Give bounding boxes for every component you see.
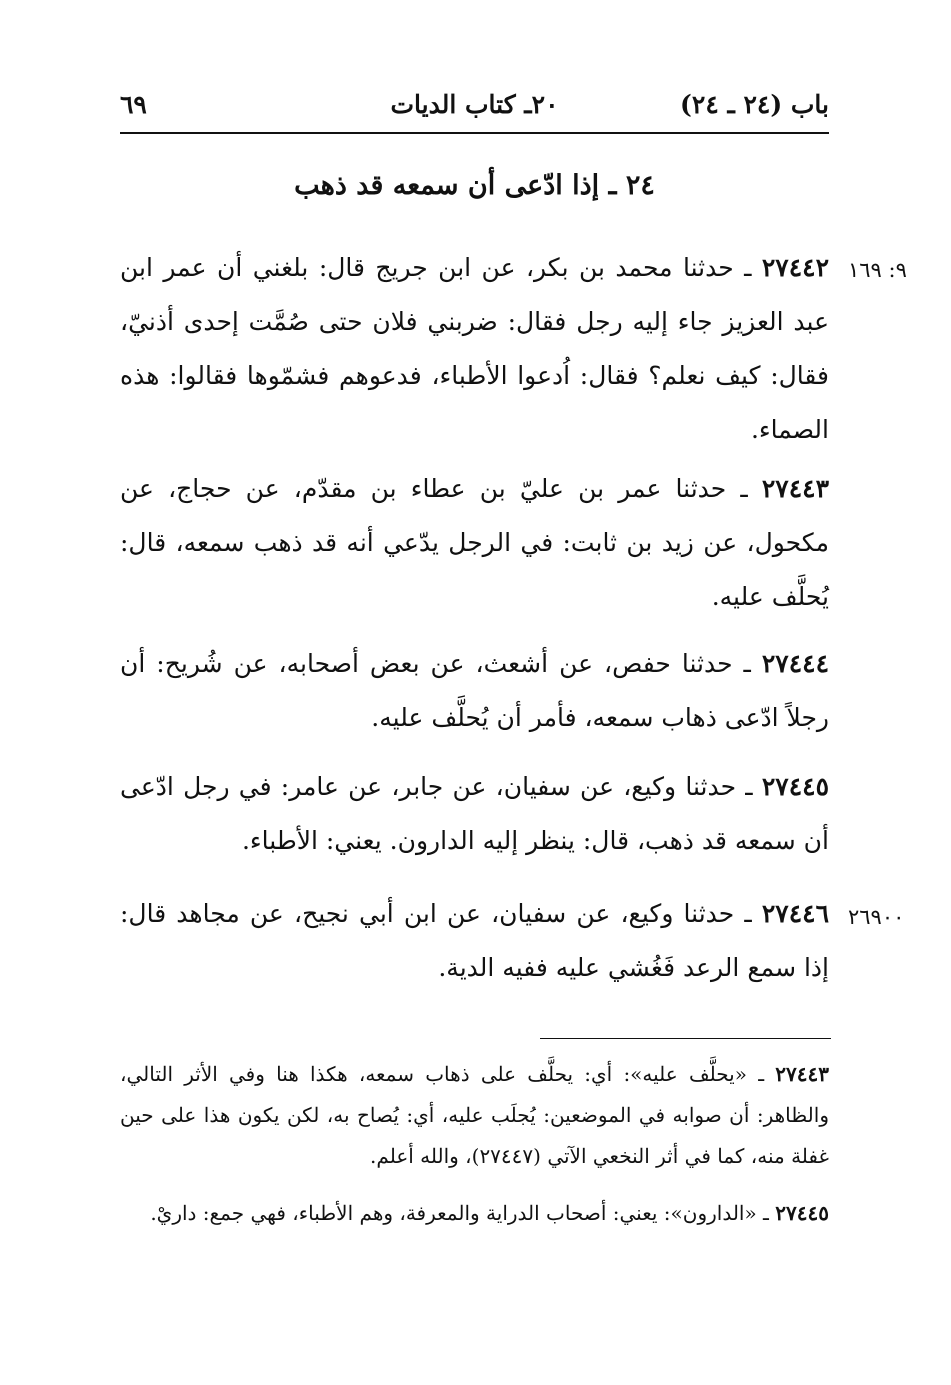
page-header xyxy=(120,84,829,128)
hadith-number: ٢٧٤٤٣ xyxy=(761,474,829,503)
hadith-entry xyxy=(120,760,829,868)
footnote xyxy=(120,1193,829,1234)
footnote xyxy=(120,1054,829,1177)
hadith-text: ـ حدثنا حفص، عن أشعث، عن بعض أصحابه، عن شُريح: أن رجلاً ادّعى ذهاب سمعه، فأمر أن يُحلَّف عليه. xyxy=(120,649,829,732)
book-title: ٢٠ـ كتاب الديات xyxy=(390,90,559,119)
hadith-text: ـ حدثنا عمر بن عليّ بن عطاء بن مقدّم، عن حجاج، عن مكحول، عن زيد بن ثابت: في الرجل يدّعي أنه قد ذهب سمعه، قال: يُحلَّف عليه. xyxy=(120,474,829,611)
hadith-entry xyxy=(120,887,829,995)
hadith-entry xyxy=(120,462,829,624)
hadith-number: ٢٧٤٤٥ xyxy=(761,772,829,801)
footnote-divider xyxy=(540,1038,831,1039)
hadith-text: ـ حدثنا وكيع، عن سفيان، عن ابن أبي نجيح، عن مجاهد قال: إذا سمع الرعد فَغُشي عليه ففيه الدية. xyxy=(120,899,829,982)
header-divider xyxy=(120,132,829,134)
hadith-number: ٢٧٤٤٢ xyxy=(761,253,829,282)
footnote-text: ـ «الدارون»: يعني: أصحاب الدراية والمعرفة، وهم الأطباء، فهي جمع: داريْ. xyxy=(150,1201,776,1225)
hadith-text: ـ حدثنا محمد بن بكر، عن ابن جريج قال: بلغني أن عمر ابن عبد العزيز جاء إليه رجل فقال: ضربني فلان حتى صُمَّت إحدى أذنيّ، فقال: كيف نعلم؟ فقال: اُدعوا الأطباء، فدعوهم فشمّوها فقالوا: هذه الصماء. xyxy=(120,253,829,444)
footnote-text: ـ «يحلَّف عليه»: أي: يحلَّف على ذهاب سمعه، هكذا هنا وفي الأثر التالي، والظاهر: أن صوابه في الموضعين: يُجلَب عليه، أي: يُصاح به، لكن يكون هذا على حين غفلة منه، كما في أثر النخعي الآتي (٢٧٤٤٧)، والله أعلم. xyxy=(120,1062,829,1168)
margin-note: ٢٦٩٠٠ xyxy=(848,905,905,929)
hadith-number: ٢٧٤٤٤ xyxy=(761,649,829,678)
hadith-number: ٢٧٤٤٦ xyxy=(761,899,829,928)
chapter-reference: باب (٢٤ ـ ٢٤) xyxy=(680,90,829,119)
hadith-text: ـ حدثنا وكيع، عن سفيان، عن جابر، عن عامر: في رجل ادّعى أن سمعه قد ذهب، قال: ينظر إليه الدارون. يعني: الأطباء. xyxy=(120,772,829,855)
margin-note: ٩: ١٦٩ xyxy=(848,258,907,282)
footnote-number: ٢٧٤٤٣ xyxy=(775,1062,829,1086)
footnote-number: ٢٧٤٤٥ xyxy=(775,1201,829,1225)
section-title: ٢٤ ـ إذا ادّعى أن سمعه قد ذهب xyxy=(294,170,655,201)
hadith-entry xyxy=(120,241,829,457)
page-number: ٦٩ xyxy=(120,90,147,119)
hadith-entry xyxy=(120,637,829,745)
